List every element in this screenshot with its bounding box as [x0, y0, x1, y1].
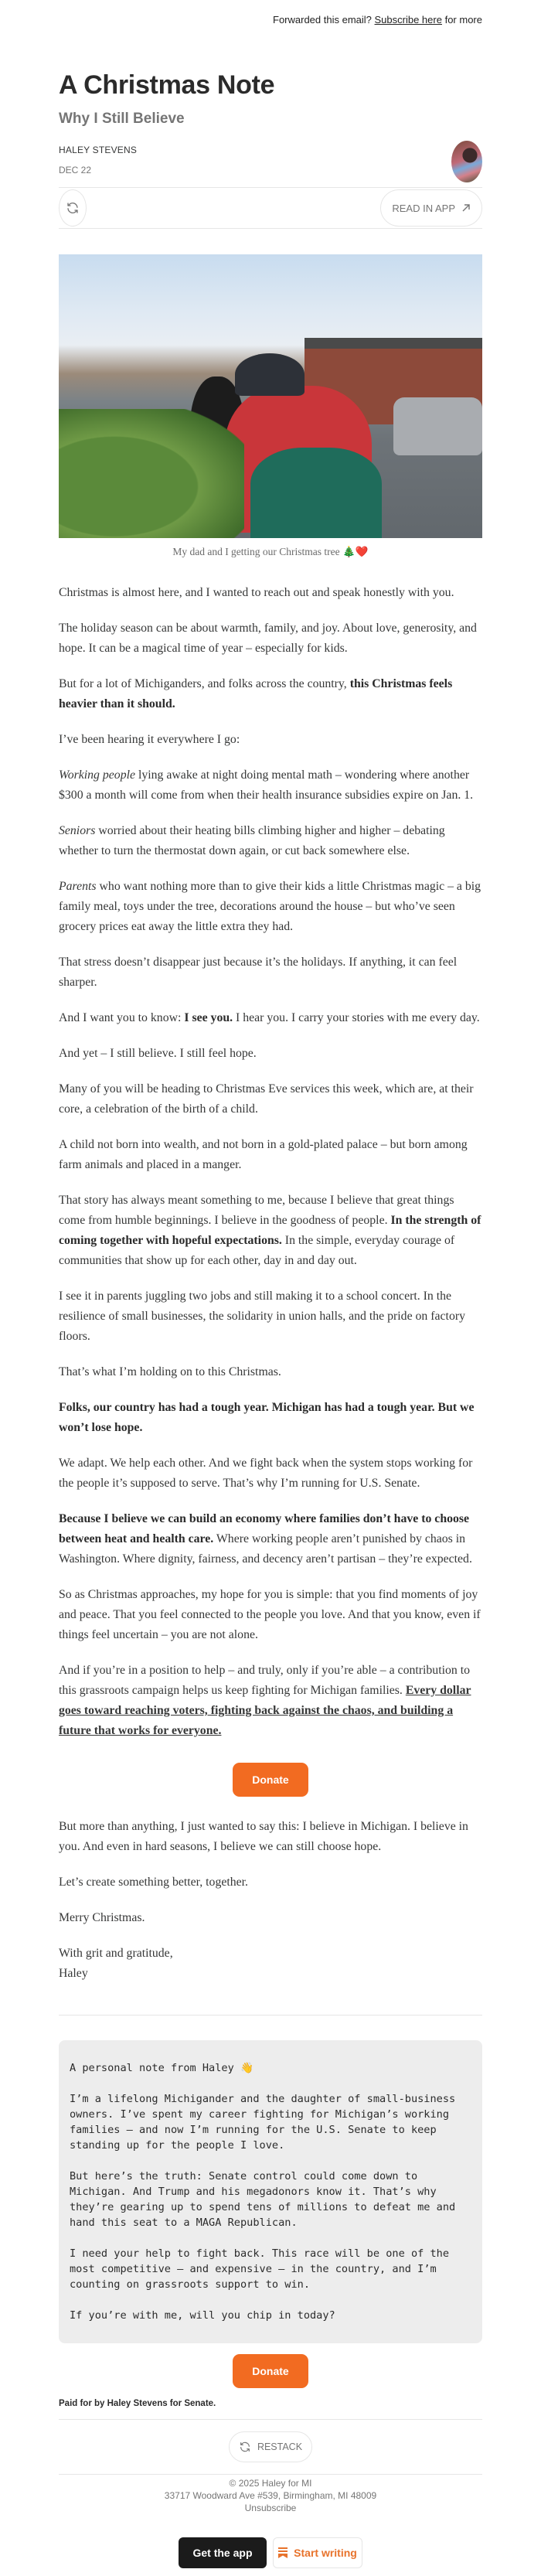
bold-text: Because I believe we can build an economy where families don’t have to choose between heat and health care.: [59, 1512, 470, 1545]
donate-button-secondary[interactable]: Donate: [233, 2354, 308, 2388]
paragraph: So as Christmas approaches, my hope for you is simple: that you find moments of joy and peace. That you feel connected to the people you love. And that you know, even if things feel uncertain – you are not alone.: [59, 1588, 481, 1641]
bold-text: In the strength of coming together with hopeful expectations.: [59, 1214, 481, 1247]
bold-text: Folks, our country has had a tough year. Michigan has had a tough year. But we won’t lose hope.: [59, 1401, 475, 1434]
italic-text: Parents: [59, 880, 97, 893]
text-run: I hear you. I carry your stories with me every day.: [233, 1011, 480, 1024]
restack-icon: [66, 201, 80, 215]
paragraph: We adapt. We help each other. And we fight back when the system stops working for the people it’s supposed to serve. That’s why I’m running for U.S. Senate.: [59, 1457, 473, 1490]
paragraph: [59, 1661, 482, 1741]
paid-for-disclaimer: Paid for by Haley Stevens for Senate.: [59, 2399, 216, 2408]
app-cta-row: [59, 2537, 482, 2568]
signature: [59, 1944, 482, 1984]
text-run: worried about their heating bills climbing higher and higher – debating whether to turn the thermostat down again, or cut back somewhere else.: [59, 824, 445, 857]
author-avatar[interactable]: [451, 141, 482, 182]
personal-note-box: [59, 2040, 482, 2343]
note-paragraph: If you’re with me, will you chip in today?: [70, 2309, 335, 2322]
italic-text: Working people: [59, 768, 136, 782]
paragraph: That stress doesn’t disappear just because it’s the holidays. If anything, it can feel sharper.: [59, 956, 458, 989]
paragraph: [59, 765, 482, 806]
paragraph: Let’s create something better, together.: [59, 1876, 249, 1889]
start-writing-label: Start writing: [294, 2547, 357, 2559]
paragraph: A child not born into wealth, and not born in a gold-plated palace – but born among farm animals and placed in a manger.: [59, 1138, 468, 1171]
footer: [59, 2475, 482, 2514]
restack-button[interactable]: [59, 189, 87, 227]
paragraph: Many of you will be heading to Christmas Eve services this week, which are, at their core, a celebration of the birth of a child.: [59, 1082, 474, 1116]
paragraph: The holiday season can be about warmth, family, and joy. About love, generosity, and hope. It can be a magical time of year – especially for kids.: [59, 622, 477, 655]
start-writing-button[interactable]: [273, 2537, 362, 2568]
hero-image[interactable]: [59, 254, 482, 538]
donate-link[interactable]: Every dollar goes toward reaching voters, fighting back against the chaos, and building a future that works for everyone.: [59, 1684, 471, 1737]
bold-text: I see you.: [184, 1011, 233, 1024]
signature-closing: With grit and gratitude,: [59, 1947, 173, 1960]
paragraph: [59, 1398, 482, 1438]
paragraph: [59, 877, 482, 937]
forwarded-notice: [59, 0, 482, 32]
text-run: Where working people aren’t punished by chaos in Washington. Where dignity, fairness, and decency aren’t partisan – they’re expected.: [59, 1532, 472, 1566]
donate-button-wrap: [59, 1763, 482, 1797]
text-run: That story has always meant something to me, because I believe that great things come from humble beginnings. I believe in the goodness of people.: [59, 1194, 454, 1227]
author-name[interactable]: HALEY STEVENS: [59, 145, 138, 155]
post-subtitle: Why I Still Believe: [59, 111, 185, 127]
paragraph: [59, 1008, 482, 1028]
post-date: DEC 22: [59, 165, 92, 175]
image-car: [393, 397, 482, 455]
restack-footer-button[interactable]: [229, 2431, 312, 2462]
note-heading: A personal note from Haley 👋: [70, 2062, 253, 2074]
read-in-app-label: READ IN APP: [392, 202, 455, 214]
paragraph: Christmas is almost here, and I wanted to reach out and speak honestly with you.: [59, 586, 454, 599]
italic-text: Seniors: [59, 824, 96, 837]
text-run: who want nothing more than to give their kids a little Christmas magic – a big family meal, toys under the tree, decorations around the house – but who’ve seen grocery prices eat away the little extra they had.: [59, 880, 481, 933]
unsubscribe-link[interactable]: Unsubscribe: [244, 2503, 297, 2513]
paragraph: [59, 1509, 482, 1569]
text-run: In the simple, everyday courage of communities that show up for each other, day in and day out.: [59, 1234, 455, 1267]
read-in-app-button[interactable]: [380, 189, 482, 227]
get-the-app-button[interactable]: Get the app: [179, 2537, 267, 2568]
note-paragraph: I need your help to fight back. This race will be one of the most competitive – and expensive – in the country, and I’m counting on grassroots support to win.: [70, 2247, 456, 2291]
paragraph: [59, 1191, 482, 1271]
address: 33717 Woodward Ave #539, Birmingham, MI 48009: [164, 2490, 377, 2501]
paragraph: I’ve been hearing it everywhere I go:: [59, 733, 240, 746]
paragraph: But more than anything, I just wanted to say this: I believe in Michigan. I believe in you. And even in hard seasons, I believe we can still choose hope.: [59, 1820, 468, 1853]
text-run: And I want you to know:: [59, 1011, 185, 1024]
text-run: lying awake at night doing mental math – wondering where another $300 a month will come from when their health insurance subsidies expire on Jan. 1.: [59, 768, 474, 802]
restack-icon: [239, 2441, 251, 2453]
paragraph: [59, 821, 482, 861]
post-body: [59, 583, 482, 1984]
paragraph: [59, 674, 482, 714]
paragraph: And yet – I still believe. I still feel hope.: [59, 1047, 257, 1060]
donate-button-wrap: [59, 2354, 482, 2388]
note-paragraph: But here’s the truth: Senate control could come down to Michigan. And Trump and his megadonors know it. That’s why they’re gearing up to spend tens of millions to defeat me and hand this seat to a MAGA Republican.: [70, 2170, 462, 2229]
donate-button[interactable]: Donate: [233, 1763, 308, 1797]
image-tree-stand: [250, 448, 382, 538]
restack-label: RESTACK: [257, 2441, 303, 2452]
signature-name: Haley: [59, 1967, 88, 1980]
bookmark-icon: [278, 2547, 288, 2558]
paragraph: I see it in parents juggling two jobs and still making it to a school concert. In the resilience of small businesses, the solidarity in union halls, and the pride on factory floors.: [59, 1290, 466, 1343]
paragraph: That’s what I’m holding on to this Christmas.: [59, 1365, 281, 1378]
byline: [59, 144, 482, 187]
forwarded-suffix: for more: [444, 14, 482, 26]
copyright: © 2025 Haley for MI: [229, 2478, 312, 2489]
arrow-up-right-icon: [461, 203, 471, 213]
image-cap: [235, 353, 305, 396]
note-paragraph: I’m a lifelong Michigander and the daughter of small-business owners. I’ve spent my career fighting for Michigan’s working families – and now I’m running for the U.S. Senate to keep standing up for the people I love.: [70, 2093, 462, 2152]
text-run: And if you’re in a position to help – and truly, only if you’re able – a contribution to this grassroots campaign helps us keep fighting for Michigan families.: [59, 1664, 471, 1697]
forwarded-prefix: Forwarded this email?: [273, 14, 372, 26]
bold-text: this Christmas feels heavier than it should.: [59, 677, 453, 710]
byline-text: [59, 144, 137, 175]
paragraph: Merry Christmas.: [59, 1911, 145, 1924]
image-christmas-tree: [59, 409, 244, 538]
post-actions: [59, 188, 482, 228]
post-title[interactable]: A Christmas Note: [59, 70, 275, 100]
image-roof: [305, 338, 482, 349]
divider: [59, 228, 482, 229]
text-run: But for a lot of Michiganders, and folks across the country,: [59, 677, 350, 690]
image-caption: My dad and I getting our Christmas tree 🎄❤️: [172, 546, 369, 557]
restack-row: [59, 2420, 482, 2474]
subscribe-link[interactable]: Subscribe here: [374, 14, 442, 26]
